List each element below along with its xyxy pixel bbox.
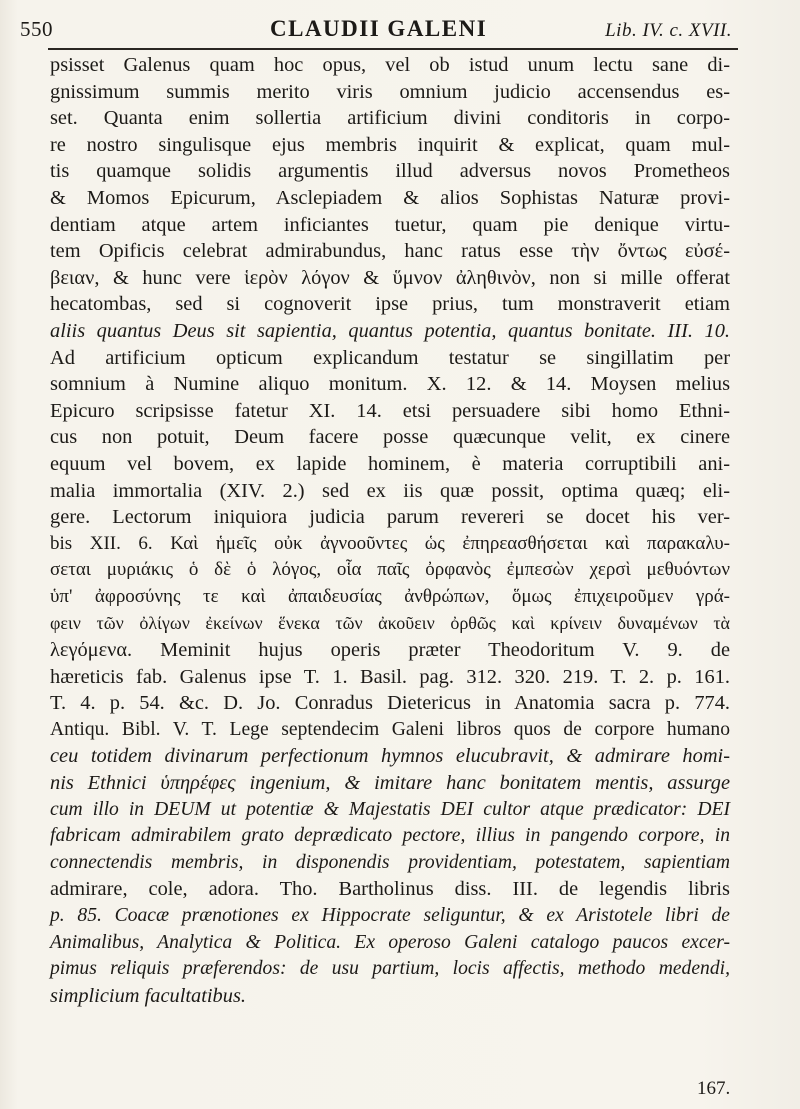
text-line: equum vel bovem, ex lapide hominem, è materia corruptibili ani- (50, 452, 730, 475)
greek-text-line: σεται μυριάκις ὁ δὲ ὁ λόγος, οἷα παῖς ὀρφανὸς ἐμπεσὼν χερσὶ μεθυόντων (50, 559, 730, 581)
text-line: βειαν, & hunc vere ἱερὸν λόγον & ὕμνον ἀληθινὸν, non si mille offerat (50, 266, 730, 289)
page-number: 550 (20, 17, 53, 41)
text-line: psisset Galenus quam hoc opus, vel ob istud unum lectu sane di- (50, 54, 730, 76)
page-header (20, 8, 732, 42)
text-line: re nostro singulisque ejus membris inquirit & explicat, quam mul- (50, 133, 730, 156)
italic-text-line: pimus reliquis præferendos: de usu partium, locis affectis, methodo medendi, (50, 958, 730, 980)
catchword: 167. (697, 1078, 731, 1099)
greek-text-line: bis XII. 6. Καὶ ἡμεῖς οὐκ ἀγνοοῦντες ὡς ἐπηρεασθήσεται καὶ παρακαλυ- (50, 532, 730, 554)
text-line: set. Quanta enim sollertia artificium divini conditoris in corpo- (50, 107, 730, 130)
text-line: cus non potuit, Deum facere posse quæcunque velit, ex cinere (50, 426, 730, 449)
italic-text-line: Animalibus, Analytica & Politica. Ex operoso Galeni catalogo paucos excer- (50, 931, 730, 953)
text-line: tis quamque solidis argumentis illud adversus novos Prometheos (50, 160, 730, 183)
running-title: CLAUDII GALENI (270, 16, 488, 41)
text-line: T. 4. p. 54. &c. D. Jo. Conradus Dietericus in Anatomia sacra p. 774. (50, 692, 730, 715)
text-line: Ad artificium opticum explicandum testatur se singillatim per (50, 346, 730, 369)
text-line: gere. Lectorum iniquiora judicia parum revereri se docet his ver- (50, 506, 730, 529)
book-chapter-reference: Lib. IV. c. XVII. (605, 20, 732, 41)
greek-text-line: ὑπ' ἀφροσύνης τε καὶ ἀπαιδευσίας ἀνθρώπων, ὅμως ἐπιχειροῦμεν γρά- (50, 585, 730, 607)
text-line: hecatombas, sed si cognoverit ipse prius, tum monstraverit etiam (50, 293, 730, 316)
italic-text-line: cum illo in DEUM ut potentiæ & Majestatis DEI cultor atque prædicator: DEI (50, 798, 730, 820)
body-text (50, 52, 730, 1009)
text-line: λεγόμενα. Meminit hujus operis præter Theodoritum V. 9. de (50, 639, 730, 662)
text-line: tem Opificis celebrat admirabundus, hanc ratus esse τὴν ὄντως εὐσέ- (50, 240, 730, 263)
italic-text-line: nis Ethnici ὑπηρέφες ingenium, & imitare hanc bonitatem mentis, assurge (50, 772, 730, 795)
italic-text-line: ceu totidem divinarum perfectionum hymnos elucubravit, & admirare homi- (50, 745, 730, 768)
italic-text-line: fabricam admirabilem grato deprædicato pectore, illius in pangendo corpore, in (50, 825, 730, 847)
text-line: malia immortalia (XIV. 2.) sed ex iis quæ possit, optima quæq; eli- (50, 479, 730, 502)
text-line: Epicuro scripsisse fatetur XI. 14. etsi persuadere sibi homo Ethni- (50, 399, 730, 422)
header-rule (48, 48, 738, 50)
text-line: gnissimum summis merito viris omnium judicio accensendus es- (50, 80, 730, 103)
text-line: somnium à Numine aliquo monitum. X. 12. & 14. Moysen melius (50, 373, 730, 396)
text-line: Antiqu. Bibl. V. T. Lege septendecim Galeni libros quos de corpore humano (50, 718, 730, 740)
text-line: hæreticis fab. Galenus ipse T. 1. Basil. pag. 312. 320. 219. T. 2. p. 161. (50, 665, 730, 688)
italic-text-line: connectendis membris, in disponendis providentiam, potestatem, sapientiam (50, 851, 730, 873)
text-line: & Momos Epicurum, Asclepiadem & alios Sophistas Naturæ provi- (50, 186, 730, 209)
text-line: aliis quantus Deus sit sapientia, quantus potentia, quantus bonitate. III. 10. (50, 319, 730, 342)
italic-text-line: p. 85. Coacæ prænotiones ex Hippocrate seliguntur, & ex Aristotele libri de (50, 905, 730, 926)
greek-text-line: φειν τῶν ὀλίγων ἐκείνων ἕνεκα τῶν ἀκοῦειν ὀρθῶς καὶ κρίνειν δυναμένων τὰ (50, 613, 730, 634)
text-line: admirare, cole, adora. Tho. Bartholinus diss. III. de legendis libris (50, 878, 730, 901)
italic-text-line: simplicium facultatibus. (50, 984, 246, 1007)
text-line: dentiam atque artem inficiantes tuetur, quam pie denique virtu- (50, 213, 730, 236)
